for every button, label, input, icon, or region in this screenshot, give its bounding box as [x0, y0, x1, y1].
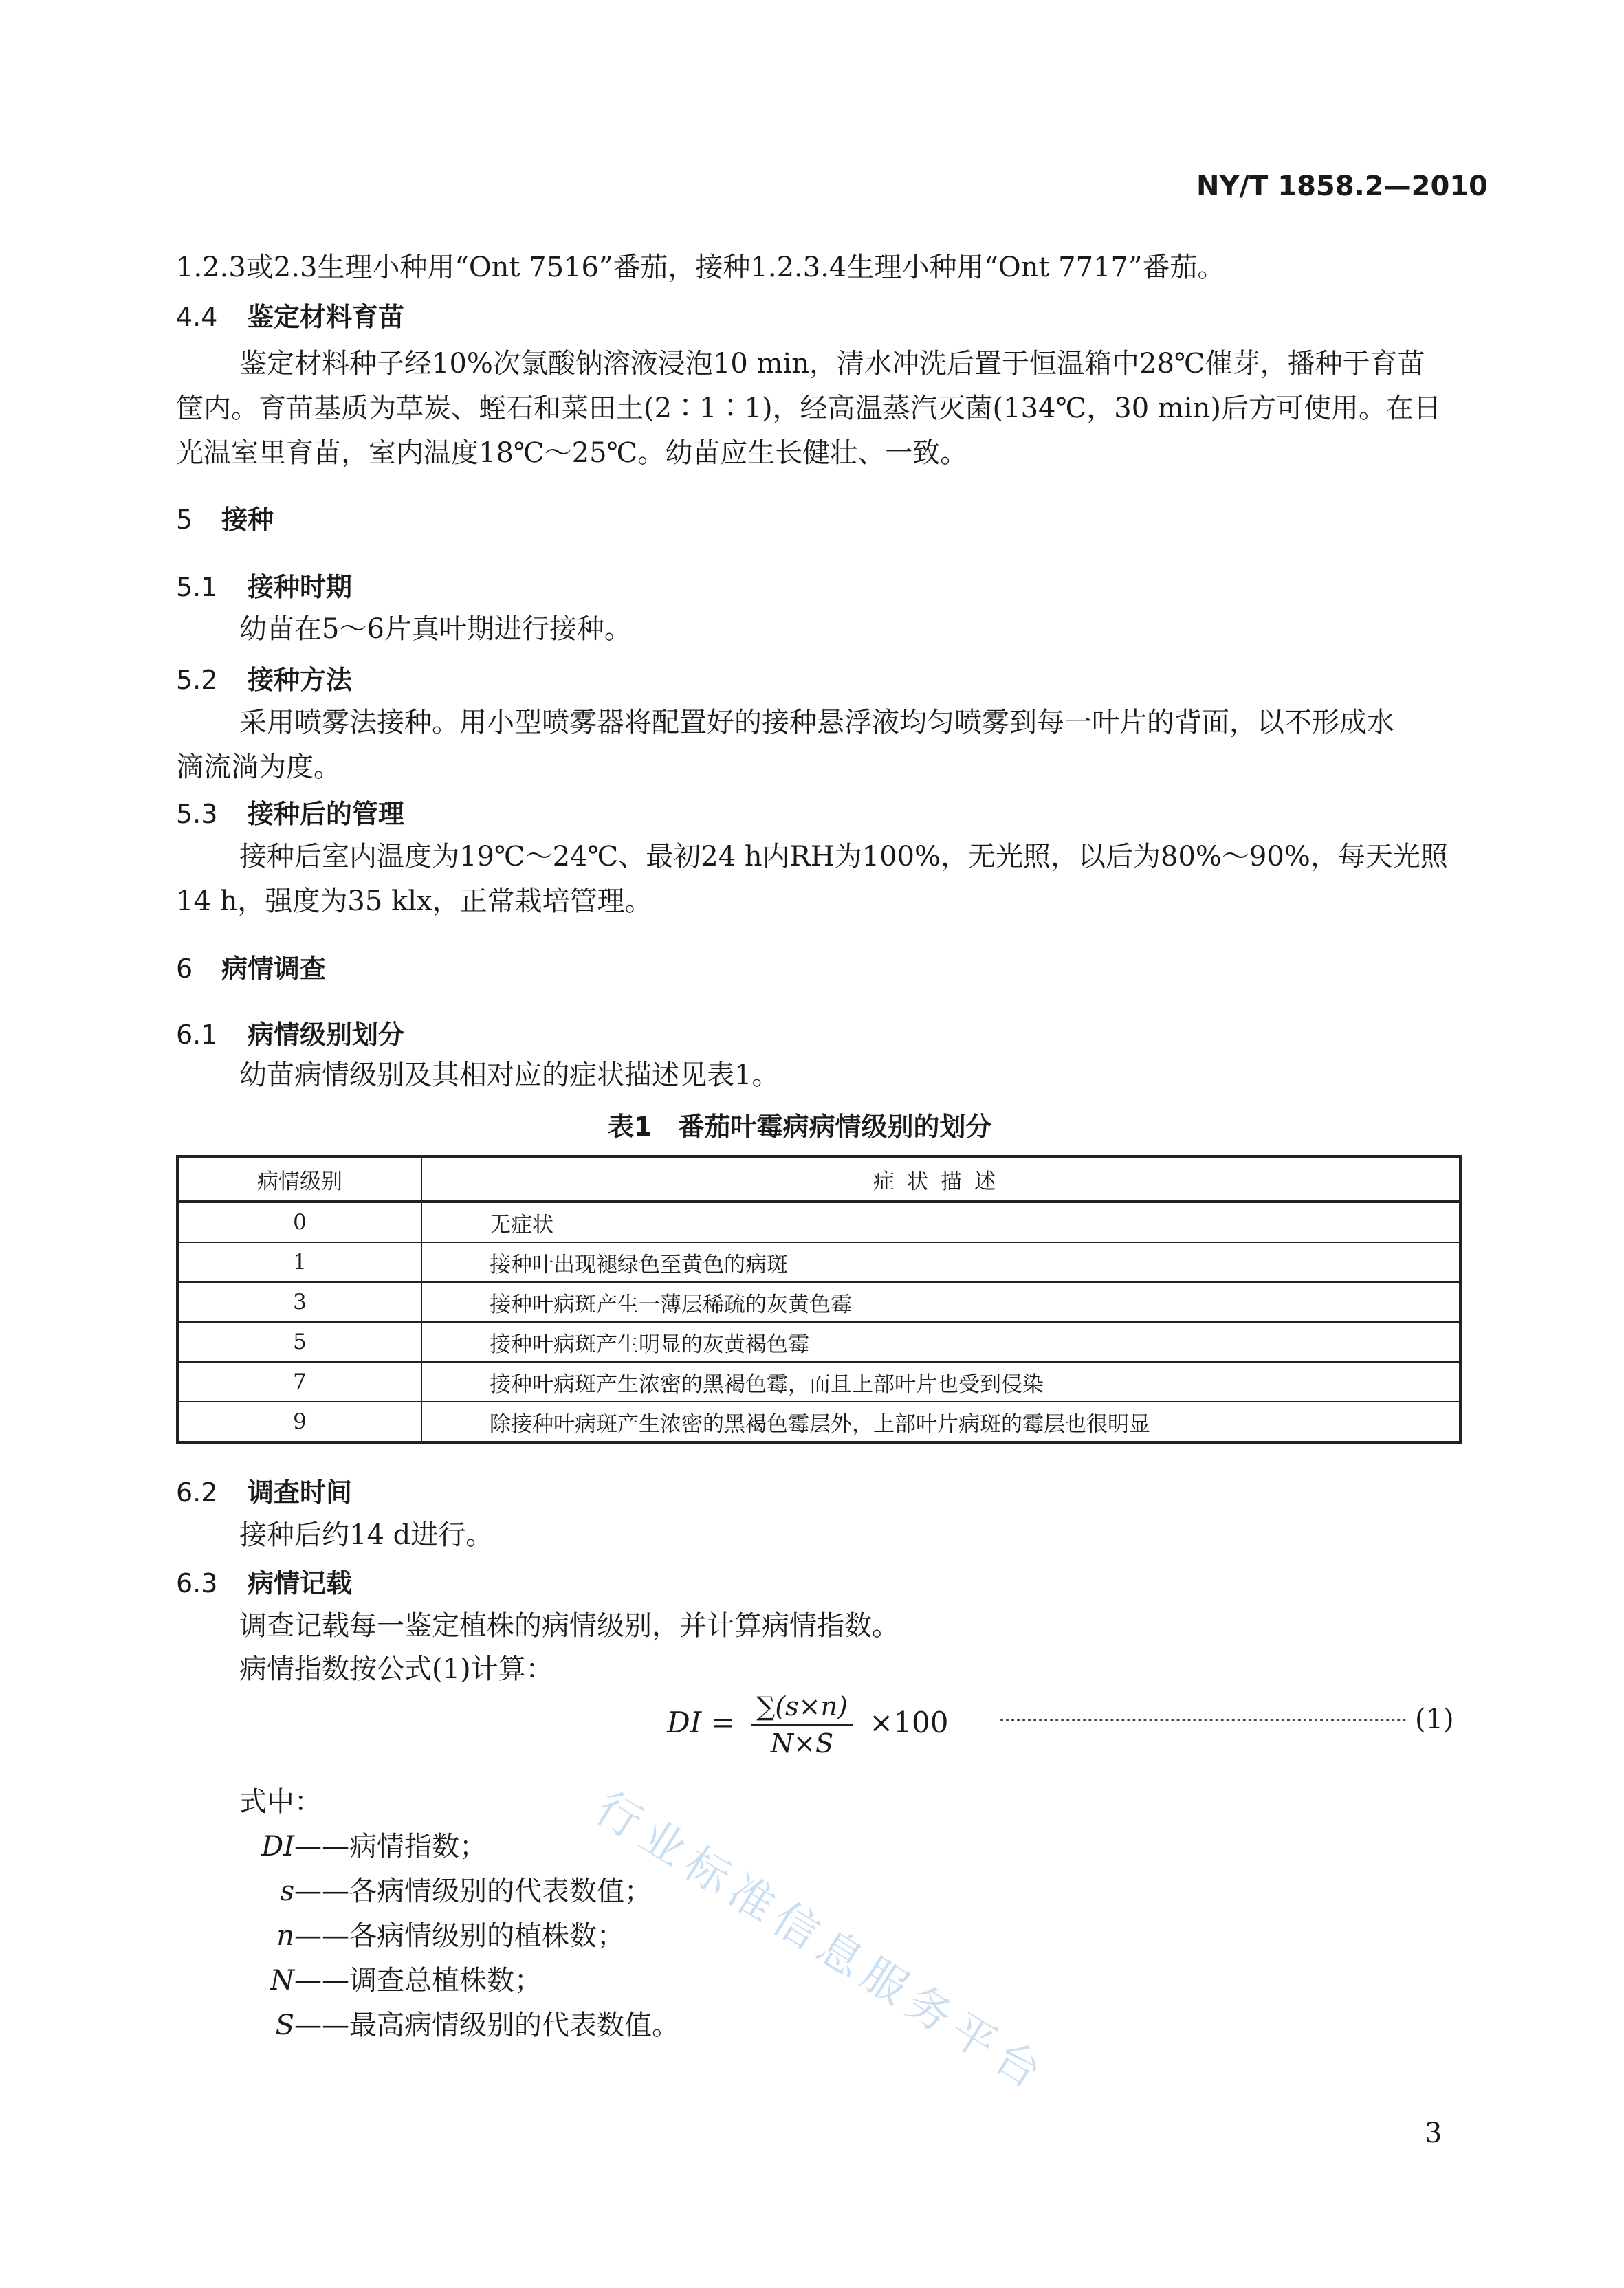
section-title: 病情记载 — [248, 1568, 353, 1598]
table-row — [177, 1202, 1460, 1242]
section-title: 接种方法 — [248, 665, 353, 695]
section-title: 接种时期 — [248, 572, 353, 602]
where-item — [234, 1825, 487, 1868]
table-header-description: 症状描述 — [421, 1156, 1460, 1202]
section-number: 5.3 — [176, 799, 218, 829]
where-description: ——病情指数； — [294, 1831, 487, 1862]
formula-di — [667, 1691, 949, 1759]
description-cell: 除接种叶病斑产生浓密的黑褐色霉层外，上部叶片病斑的霉层也很明显 — [421, 1402, 1460, 1442]
section-6-3-heading — [176, 1562, 352, 1600]
description-cell: 接种叶病斑产生明显的灰黄褐色霉 — [421, 1322, 1460, 1362]
paragraph-line: 幼苗在5～6片真叶期进行接种。 — [239, 613, 632, 645]
where-description: ——各病情级别的代表数值； — [294, 1876, 652, 1907]
section-6-2-heading — [176, 1471, 352, 1509]
page-number: 3 — [1425, 2118, 1442, 2149]
section-number: 5.2 — [176, 665, 218, 695]
paragraph-line: 筐内。育苗基质为草炭、蛭石和菜田土(2∶1∶1)，经高温蒸汽灭菌(134℃，30 min)后方可使用。在日 — [176, 393, 1441, 424]
section-title: 调查时间 — [248, 1477, 353, 1508]
where-symbol: DI — [261, 1831, 294, 1862]
description-cell: 接种叶病斑产生一薄层稀疏的灰黄色霉 — [421, 1282, 1460, 1322]
section-number: 6.2 — [176, 1477, 218, 1508]
formula-number: (1) — [1415, 1704, 1454, 1735]
section-6-1-heading — [176, 1013, 404, 1051]
where-symbol: S — [275, 2010, 294, 2041]
table-caption: 表1 番茄叶霉病病情级别的划分 — [608, 1112, 992, 1142]
section-4-4-heading — [176, 296, 404, 333]
description-cell: 无症状 — [421, 1202, 1460, 1242]
where-symbol: n — [276, 1920, 294, 1952]
where-symbol: s — [280, 1876, 294, 1907]
table-row — [177, 1282, 1460, 1322]
section-number: 6 — [176, 954, 193, 984]
section-title: 接种 — [221, 505, 274, 535]
watermark-text: 行业标准信息服务平台 — [586, 1782, 1057, 2103]
where-description: ——调查总植株数； — [294, 1965, 542, 1996]
formula-lhs: DI — [667, 1706, 702, 1739]
section-5-2-heading — [176, 659, 352, 696]
grade-cell: 3 — [177, 1282, 421, 1322]
section-title: 接种后的管理 — [248, 799, 405, 829]
paragraph-line: 鉴定材料种子经10%次氯酸钠溶液浸泡10 min，清水冲洗后置于恒温箱中28℃催芽，播种于育苗 — [239, 348, 1425, 380]
formula-multiplier: ×100 — [869, 1706, 949, 1739]
grade-cell: 5 — [177, 1322, 421, 1362]
paragraph-line: 调查记载每一鉴定植株的病情级别，并计算病情指数。 — [239, 1610, 899, 1642]
table-row — [177, 1402, 1460, 1442]
section-title: 病情调查 — [221, 954, 327, 984]
description-cell: 接种叶病斑产生浓密的黑褐色霉，而且上部叶片也受到侵染 — [421, 1362, 1460, 1402]
where-description: ——最高病情级别的代表数值。 — [294, 2010, 679, 2041]
paragraph-line: 接种后室内温度为19℃～24℃、最初24 h内RH为100%，无光照，以后为80%～90%，每天光照 — [239, 841, 1448, 872]
section-number: 5 — [176, 505, 193, 535]
section-5-3-heading — [176, 793, 404, 830]
paragraph-line: 病情指数按公式(1)计算： — [239, 1653, 553, 1685]
paragraph-line: 采用喷雾法接种。用小型喷雾器将配置好的接种悬浮液均匀喷雾到每一叶片的背面，以不形成水 — [239, 707, 1394, 738]
paragraph-line: 滴流淌为度。 — [176, 751, 341, 783]
section-6-heading — [176, 947, 326, 985]
grade-cell: 0 — [177, 1202, 421, 1242]
section-number: 4.4 — [176, 302, 218, 332]
paragraph-line: 幼苗病情级别及其相对应的症状描述见表1。 — [239, 1059, 780, 1091]
disease-grade-table — [176, 1155, 1462, 1444]
paragraph-line: 14 h，强度为35 klx，正常栽培管理。 — [176, 886, 652, 917]
standard-number: NY/T 1858.2—2010 — [1196, 170, 1488, 202]
where-item — [234, 1870, 652, 1913]
where-symbol: N — [270, 1965, 294, 1996]
section-number: 6.3 — [176, 1568, 218, 1598]
where-description: ——各病情级别的植株数； — [294, 1920, 624, 1952]
grade-cell: 1 — [177, 1242, 421, 1282]
formula-denominator: N×S — [770, 1728, 834, 1759]
section-number: 6.1 — [176, 1020, 218, 1050]
section-number: 5.1 — [176, 572, 218, 602]
section-title: 病情级别划分 — [248, 1020, 405, 1050]
section-5-1-heading — [176, 566, 352, 604]
formula-leader-dots — [1000, 1712, 1406, 1722]
table-row — [177, 1242, 1460, 1282]
grade-cell: 9 — [177, 1402, 421, 1442]
formula-equals: = — [710, 1706, 735, 1739]
table-header-grade: 病情级别 — [177, 1156, 421, 1202]
description-cell: 接种叶出现褪绿色至黄色的病斑 — [421, 1242, 1460, 1282]
grade-cell: 7 — [177, 1362, 421, 1402]
paragraph-line: 光温室里育苗，室内温度18℃～25℃。幼苗应生长健壮、一致。 — [176, 437, 968, 469]
paragraph-line: 接种后约14 d进行。 — [239, 1519, 494, 1551]
formula-fraction — [751, 1691, 853, 1759]
where-item — [234, 1959, 542, 2002]
section-5-heading — [176, 498, 274, 536]
table-header-row — [177, 1156, 1460, 1202]
where-item — [234, 1915, 624, 1957]
continuation-text: 1.2.3或2.3生理小种用“Ont 7516”番茄，接种1.2.3.4生理小种用“Ont 7717”番茄。 — [176, 252, 1225, 283]
where-label: 式中： — [239, 1786, 322, 1818]
formula-numerator: ∑(s×n) — [751, 1691, 853, 1726]
where-item — [234, 2004, 679, 2047]
section-title: 鉴定材料育苗 — [248, 302, 405, 332]
table-row — [177, 1322, 1460, 1362]
table-row — [177, 1362, 1460, 1402]
